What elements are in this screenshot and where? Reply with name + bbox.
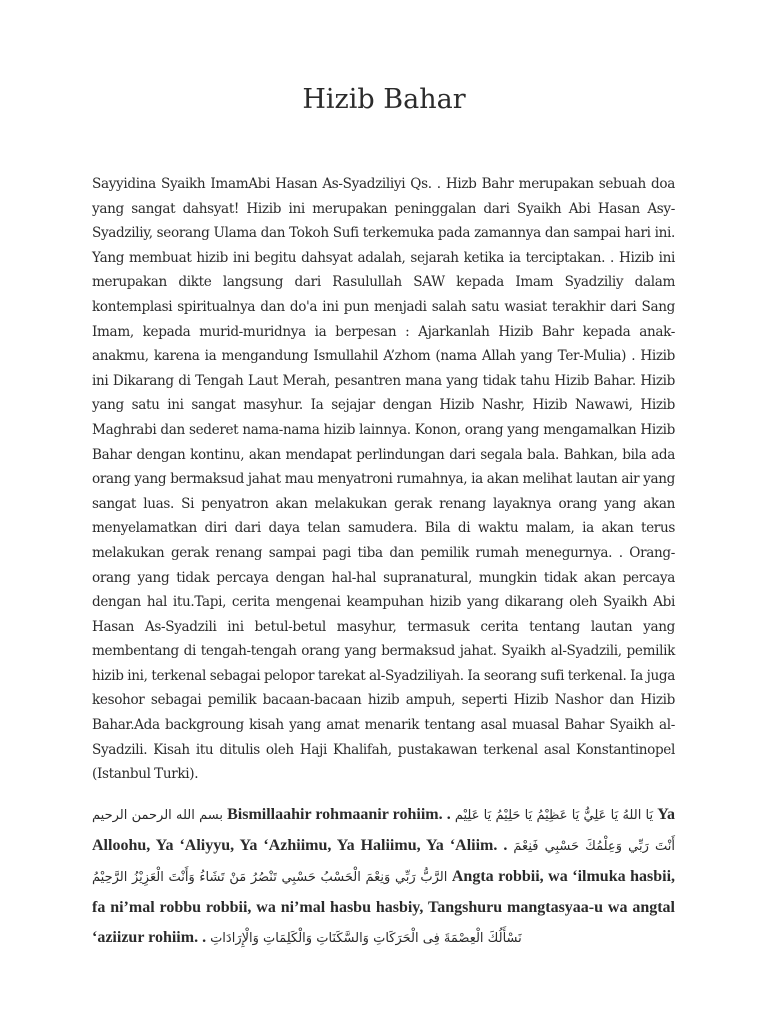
page-title: Hizib Bahar [302, 84, 466, 115]
prayer-latin-rabbi: Angta robbii, wa ‘ilmuka hasbii, fa ni’mal robbu robbii, wa ni’mal hasbu hasbiy, Tangshuru mangtasyaa-u wa angtal ‘aziizur rohiim. . [92, 868, 676, 946]
prayer-arabic-ishmah: نَسْأَلُكَ الْعِصْمَةَ فِى الْحَرَكَاتِ وَالسَّكَنَاتِ وَالْكَلِمَاتِ وَالْإِرَادَاتِ [210, 931, 522, 946]
prayer-latin-basmalah: Bismillaahir rohmaanir rohiim. . [227, 806, 455, 823]
prayer-arabic-rabbi: أَنْتَ رَبِّي وَعِلْمُكَ حَسْبِي فَنِعْمَ الرَّبُّ رَبِّي وَنِعْمَ الْحَسْبُ حَسْبِي تَنْصُرُ مَنْ تَشَاءُ وَأَنْتَ الْعَزِيْزُ الرَّحِيْمُ [92, 839, 675, 885]
prayer-arabic-names: يَا اللهُ يَا عَلِيُّ يَا عَظِيْمُ يَا حَلِيْمُ يَا عَلِيْم [454, 808, 654, 823]
prayer-arabic-basmalah: بسم الله الرحمن الرحيم [92, 808, 223, 823]
prayer-latin-names: Ya Alloohu, Ya ‘Aliyyu, Ya ‘Azhiimu, Ya Haliimu, Ya ‘Aliim. . [92, 806, 676, 854]
prayer-paragraph [92, 800, 675, 954]
body-paragraph: Sayyidina Syaikh ImamAbi Hasan As-Syadziliyi Qs. . Hizb Bahr merupakan sebuah doa yang sangat dahsyat! Hizib ini merupakan peninggalan dari Syaikh Abi Hasan Asy-Syadziliy, seorang Ulama dan Tokoh Sufi terkemuka pada zamannya dan sampai hari ini. Yang membuat hizib ini begitu dahsyat adalah, sejarah ketika ia terciptakan. . Hizib ini merupakan dikte langsung dari Rasulullah SAW kepada Imam Syadziliy dalam kontemplasi spiritualnya dan do'a ini pun menjadi salah satu wasiat terakhir dari Sang Imam, kepada murid-muridnya ia berpesan : Ajarkanlah Hizib Bahr kepada anak-anakmu, karena ia mengandung Ismullahil A’zhom (nama Allah yang Ter-Mulia) . Hizib ini Dikarang di Tengah Laut Merah, pesantren mana yang tidak tahu Hizib Bahar. Hizib yang satu ini sangat masyhur. Ia sejajar dengan Hizib Nashr, Hizib Nawawi, Hizib Maghrabi dan sederet nama-nama hizib lainnya. Konon, orang yang mengamalkan Hizib Bahar dengan kontinu, akan mendapat perlindungan dari segala bala. Bahkan, bila ada orang yang bermaksud jahat mau menyatroni rumahnya, ia akan melihat lautan air yang sangat luas. Si penyatron akan melakukan gerak renang layaknya orang yang akan menyelamatkan diri dari daya telan samudera. Bila di waktu malam, ia akan terus melakukan gerak renang sampai pagi tiba dan pemilik rumah menegurnya. . Orang-orang yang tidak percaya dengan hal-hal supranatural, mungkin tidak akan percaya dengan hal itu.Tapi, cerita mengenai keampuhan hizib yang dikarang oleh Syaikh Abi Hasan As-Syadzili ini betul-betul masyhur, termasuk cerita tentang lautan yang membentang di tengah-tengah orang yang bermaksud jahat. Syaikh al-Syadzili, pemilik hizib ini, terkenal sebagai pelopor tarekat al-Syadziliyah. Ia seorang sufi terkenal. Ia juga kesohor sebagai pemilik bacaan-bacaan hizib ampuh, seperti Hizib Nashor dan Hizib Bahar.Ada backgroung kisah yang amat menarik tentang asal muasal Bahar Syaikh al-Syadzili. Kisah itu ditulis oleh Haji Khalifah, pustakawan terkenal asal Konstantinopel (Istanbul Turki). [92, 176, 675, 783]
